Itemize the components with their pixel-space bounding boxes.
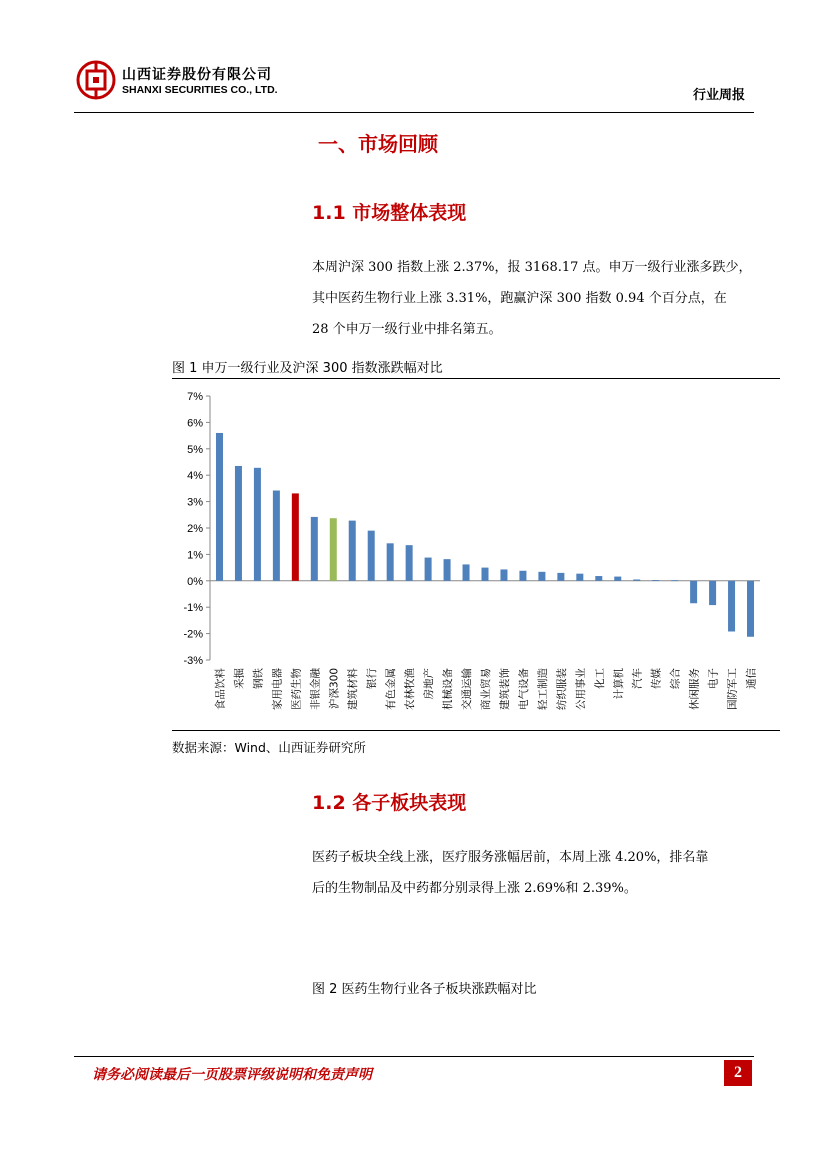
bar — [425, 558, 432, 581]
header-divider — [74, 112, 754, 113]
bar — [728, 581, 735, 632]
figure1-title: 图 1 申万一级行业及沪深 300 指数涨跌幅对比 — [172, 361, 443, 376]
category-label: 通信 — [745, 668, 758, 689]
figure1-top-rule — [172, 378, 780, 379]
category-label: 传媒 — [650, 668, 663, 689]
figure1-bottom-rule — [172, 730, 780, 731]
bar — [633, 579, 640, 580]
category-label: 农林牧渔 — [404, 668, 417, 710]
industry-return-bar-chart — [172, 382, 772, 727]
bar — [709, 581, 716, 605]
bar — [273, 491, 280, 581]
category-label: 电子 — [707, 668, 720, 689]
bar — [235, 466, 242, 581]
subsection-title-subsectors: 1.2 各子板块表现 — [312, 792, 467, 814]
category-label: 医药生物 — [290, 668, 303, 710]
company-name-cn: 山西证券股份有限公司 — [122, 67, 272, 83]
category-label: 轻工制造 — [536, 668, 549, 710]
section-title: 一、市场回顾 — [318, 132, 438, 156]
bar — [690, 581, 697, 603]
y-tick-label: 2% — [187, 523, 203, 535]
bar — [406, 545, 413, 581]
category-label: 建筑材料 — [347, 668, 360, 710]
category-label: 交通运输 — [461, 668, 474, 710]
category-label: 机械设备 — [442, 668, 455, 710]
y-tick-label: -2% — [183, 628, 203, 641]
report-type: 行业周报 — [692, 88, 745, 103]
category-label: 房地产 — [423, 668, 436, 700]
category-label: 建筑装饰 — [498, 668, 511, 710]
page-number: 2 — [724, 1060, 752, 1086]
bar — [292, 493, 299, 580]
paragraph-line: 后的生物制品及中药都分别录得上涨 2.69%和 2.39%。 — [312, 881, 637, 896]
paragraph-line: 28 个申万一级行业中排名第五。 — [312, 322, 502, 337]
bar — [216, 433, 223, 581]
bar — [538, 572, 545, 581]
bar — [652, 580, 659, 581]
bar — [519, 571, 526, 581]
paragraph-line: 本周沪深 300 指数上涨 2.37%，报 3168.17 点。申万一级行业涨多跌少， — [312, 260, 752, 275]
category-label: 沪深300 — [328, 668, 341, 710]
subsection-title-market: 1.1 市场整体表现 — [312, 202, 467, 224]
category-label: 国防军工 — [726, 668, 739, 710]
category-label: 钢铁 — [252, 668, 265, 689]
bar — [330, 518, 337, 581]
bar — [368, 531, 375, 581]
company-name-en: SHANXI SECURITIES CO., LTD. — [122, 84, 278, 96]
paragraph-line: 医药子板块全线上涨，医疗服务涨幅居前，本周上涨 4.20%，排名靠 — [312, 850, 709, 865]
bar — [463, 564, 470, 580]
y-tick-label: 1% — [187, 549, 203, 562]
figure1-source: 数据来源：Wind、山西证券研究所 — [172, 740, 366, 755]
y-tick-label: 7% — [187, 391, 203, 403]
category-label: 有色金属 — [385, 668, 398, 710]
bar — [614, 577, 621, 581]
category-label: 食品饮料 — [214, 668, 227, 710]
bar — [595, 576, 602, 581]
company-logo-icon — [76, 60, 116, 100]
paragraph-line: 其中医药生物行业上涨 3.31%，跑赢沪深 300 指数 0.94 个百分点，在 — [312, 291, 727, 306]
bar — [500, 569, 507, 580]
category-label: 休闲服务 — [688, 668, 701, 710]
y-tick-label: 6% — [187, 417, 203, 430]
bar — [254, 468, 261, 581]
market-paragraph — [312, 252, 756, 345]
bar — [671, 580, 678, 581]
footer-divider — [74, 1056, 754, 1057]
bar — [747, 581, 754, 637]
y-tick-label: 0% — [187, 575, 203, 588]
bar — [557, 573, 564, 581]
y-tick-label: -3% — [183, 655, 203, 667]
figure2-title: 图 2 医药生物行业各子板块涨跌幅对比 — [312, 982, 537, 997]
y-tick-label: 5% — [187, 443, 203, 456]
category-label: 化工 — [593, 668, 606, 689]
category-label: 家用电器 — [271, 668, 284, 710]
y-tick-label: -1% — [183, 602, 203, 615]
category-label: 纺织服装 — [555, 668, 568, 710]
footer-disclaimer: 请务必阅读最后一页股票评级说明和免责声明 — [92, 1067, 372, 1083]
bar — [444, 559, 451, 581]
category-label: 公用事业 — [574, 668, 587, 710]
category-label: 银行 — [366, 668, 379, 689]
category-label: 商业贸易 — [480, 668, 492, 710]
category-label: 电气设备 — [517, 668, 530, 710]
y-tick-label: 3% — [187, 496, 203, 509]
bar — [349, 521, 356, 581]
category-label: 汽车 — [631, 668, 644, 689]
category-label: 计算机 — [612, 668, 625, 700]
category-label: 综合 — [669, 668, 682, 689]
category-label: 非银金融 — [309, 668, 322, 710]
category-label: 采掘 — [233, 668, 246, 689]
bar — [387, 543, 394, 580]
bar — [482, 568, 489, 581]
bar — [311, 517, 318, 581]
subsector-paragraph — [312, 842, 756, 904]
y-tick-label: 4% — [187, 470, 203, 483]
bar — [576, 574, 583, 581]
